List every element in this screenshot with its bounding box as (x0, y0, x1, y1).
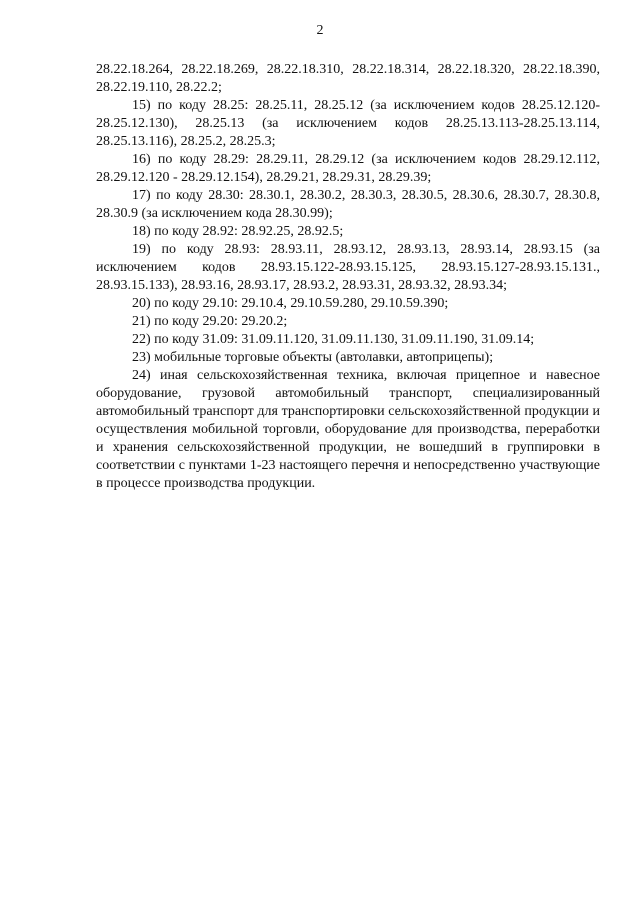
paragraph-item-21: 21) по коду 29.20: 29.20.2; (132, 314, 288, 329)
paragraph-continuation-14: 28.22.18.264, 28.22.18.269, 28.22.18.310, 28.22.18.314, 28.22.18.320, 28.22.18.390, 28.22.19.110, 28.22.2; (96, 62, 600, 95)
paragraph-item-18: 18) по коду 28.92: 28.92.25, 28.92.5; (132, 224, 344, 239)
paragraph-item-23: 23) мобильные торговые объекты (автолавки, автоприцепы); (132, 350, 494, 365)
paragraph-item-17: 17) по коду 28.30: 28.30.1, 28.30.2, 28.30.3, 28.30.5, 28.30.6, 28.30.7, 28.30.8, 28.30.9 (за исключением кода 28.30.99); (96, 188, 600, 221)
paragraph-item-16: 16) по коду 28.29: 28.29.11, 28.29.12 (за исключением кодов 28.29.12.112, 28.29.12.120 - 28.29.12.154), 28.29.21, 28.29.31, 28.29.39; (96, 152, 600, 185)
paragraph-item-19: 19) по коду 28.93: 28.93.11, 28.93.12, 28.93.13, 28.93.14, 28.93.15 (за исключением кодов 28.93.15.122-28.93.15.125, 28.93.15.127-28.93.15.131., 28.93.15.133), 28.93.16, 28.93.17, 28.93.2, 28.93.31, 28.93.32, 28.93.34; (96, 242, 600, 293)
paragraph-item-22: 22) по коду 31.09: 31.09.11.120, 31.09.11.130, 31.09.11.190, 31.09.14; (132, 332, 535, 347)
paragraph-item-20: 20) по коду 29.10: 29.10.4, 29.10.59.280, 29.10.59.390; (132, 296, 449, 311)
document-body (96, 61, 600, 493)
page-number: 2 (316, 23, 324, 38)
paragraph-item-24: 24) иная сельскохозяйственная техника, включая прицепное и навесное оборудование, грузовой автомобильный транспорт, специализированный автомобильный транспорт для транспортировки сельскохозяйственной продукции и осуществления мобильной торговли, оборудование для производства, переработки и хранения сельскохозяйственной продукции, не вошедший в группировки в соответствии с пунктами 1-23 настоящего перечня и непосредственно участвующие в процессе производства продукции. (96, 368, 600, 491)
paragraph-item-15: 15) по коду 28.25: 28.25.11, 28.25.12 (за исключением кодов 28.25.12.120-28.25.12.130), 28.25.13 (за исключением кодов 28.25.13.113-28.25.13.114, 28.25.13.116), 28.25.2, 28.25.3; (96, 98, 600, 149)
